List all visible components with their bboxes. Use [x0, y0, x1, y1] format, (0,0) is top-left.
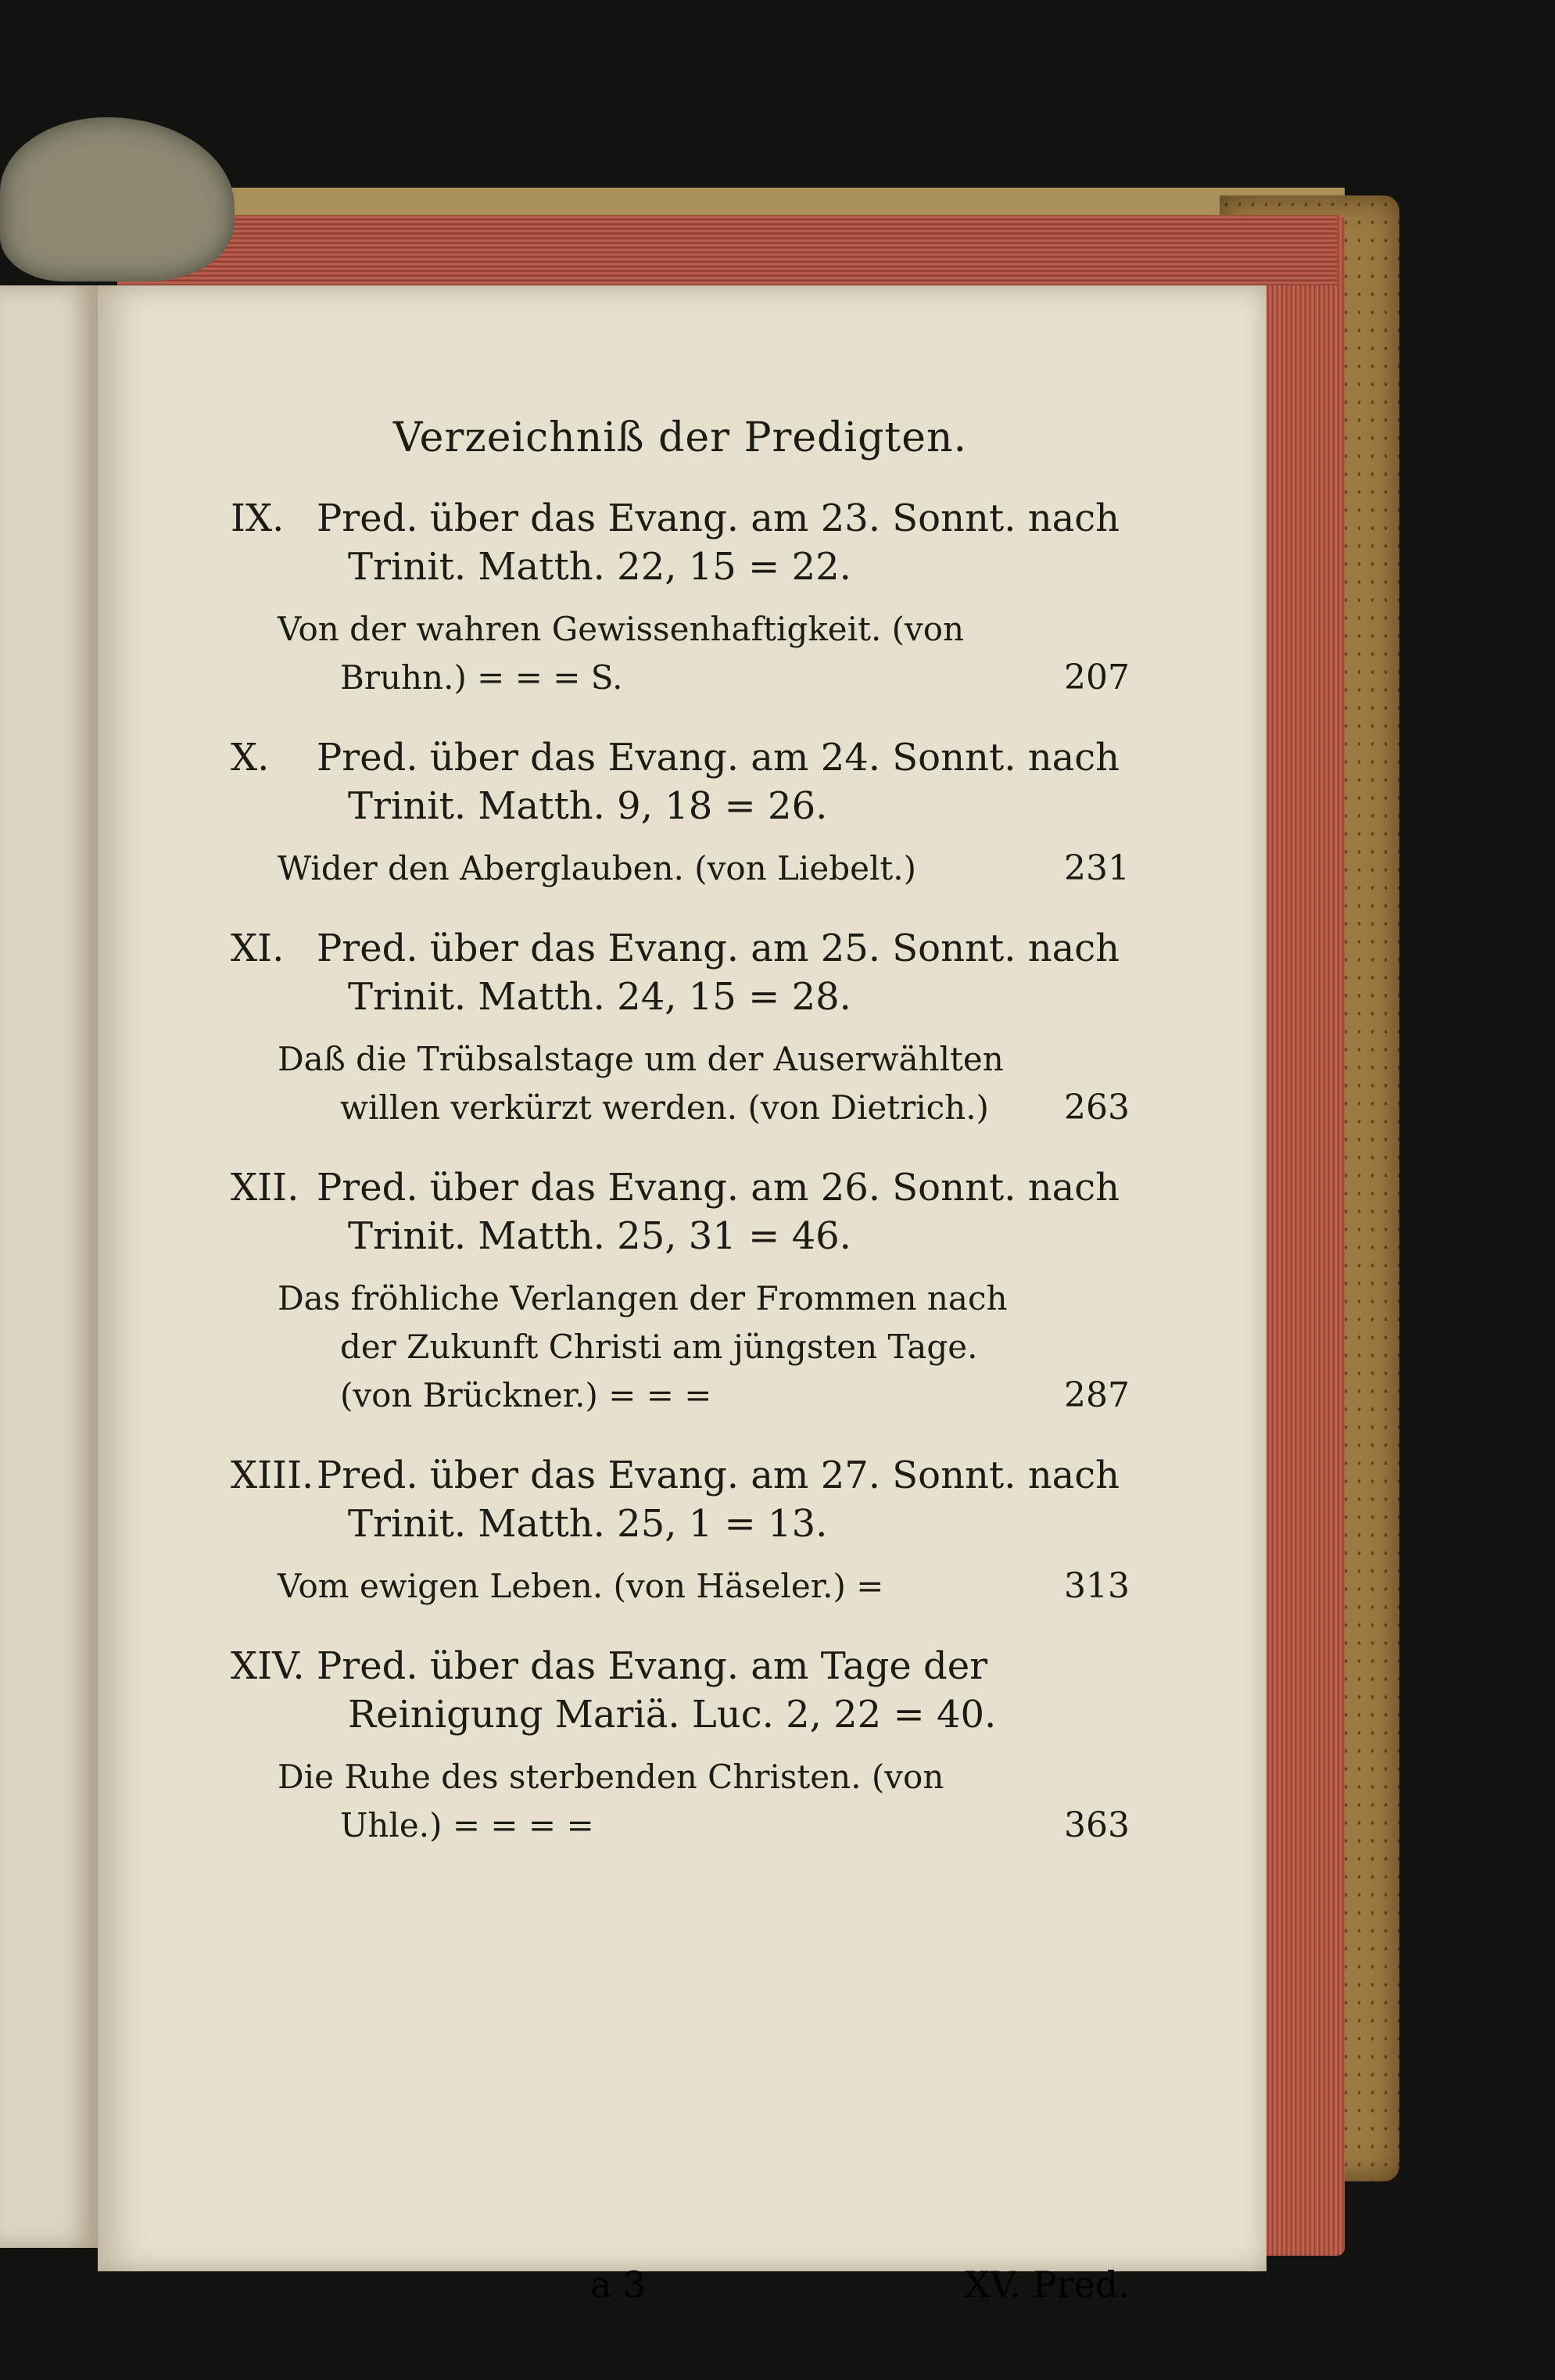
sermon-number: XII. [231, 1166, 299, 1210]
sermon-heading [231, 1642, 1130, 1739]
sermon-entry [231, 924, 1130, 1132]
sermon-title: Daß die Trübsalstage um der Auserwählten willen verkürzt werden. (von Dietrich.) [278, 1040, 1004, 1127]
sermon-title: Die Ruhe des sterbenden Christen. (von Uhle.) = = = = [278, 1758, 944, 1844]
sermon-heading [231, 494, 1130, 591]
page-number: 231 [1064, 848, 1130, 888]
sermon-title-row [231, 1035, 1130, 1132]
spine-headcap [0, 117, 235, 281]
left-page [0, 285, 98, 2248]
sermon-heading-text: Pred. über das Evang. am 25. Sonnt. nach Trinit. Matth. 24, 15 = 28. [317, 927, 1120, 1019]
sermon-heading [231, 733, 1130, 830]
page-number: 313 [1064, 1566, 1130, 1606]
sermon-title-row [231, 844, 1130, 893]
signature-mark: a 3 [590, 2264, 647, 2306]
sermon-title: Wider den Aberglauben. (von Liebelt.) [278, 849, 916, 887]
sermon-title-row [231, 1562, 1130, 1611]
page-number: 363 [1064, 1805, 1130, 1845]
sermon-title-row [231, 1753, 1130, 1850]
sermon-entry [231, 1451, 1130, 1611]
page-number: 207 [1064, 658, 1130, 697]
sermon-title: Das fröhliche Verlangen der Frommen nach der Zukunft Christi am jüngsten Tage. (von Brückner.) = = = [278, 1279, 1008, 1414]
sermon-number: XI. [231, 927, 285, 970]
sermon-number: XIII. [231, 1453, 314, 1497]
running-head: Verzeichniß der Predigten. [392, 414, 968, 461]
page-block-top-red-edge [117, 215, 1337, 285]
sermon-entry [231, 1642, 1130, 1850]
right-page [98, 285, 1267, 2306]
sermon-entry [231, 1163, 1130, 1420]
sermon-heading-text: Pred. über das Evang. am 27. Sonnt. nach Trinit. Matth. 25, 1 = 13. [317, 1453, 1120, 1546]
page-number: 263 [1064, 1088, 1130, 1127]
sermon-heading-text: Pred. über das Evang. am 23. Sonnt. nach Trinit. Matth. 22, 15 = 22. [317, 496, 1120, 589]
sermon-heading-text: Pred. über das Evang. am 26. Sonnt. nach Trinit. Matth. 25, 31 = 46. [317, 1166, 1120, 1258]
sermon-number: XIV. [231, 1644, 305, 1688]
page-footer [231, 2264, 1130, 2318]
sermon-number: X. [231, 736, 270, 780]
sermon-title-row [231, 605, 1130, 702]
sermon-entry [231, 494, 1130, 702]
page-number: 287 [1064, 1375, 1130, 1415]
sermon-entry [231, 733, 1130, 893]
sermon-heading-text: Pred. über das Evang. am 24. Sonnt. nach Trinit. Matth. 9, 18 = 26. [317, 736, 1120, 828]
sermon-title-row [231, 1274, 1130, 1420]
sermon-title: Von der wahren Gewissenhaftigkeit. (von Bruhn.) = = = S. [278, 610, 965, 697]
sermon-title: Vom ewigen Leben. (von Häseler.) = [278, 1567, 884, 1605]
page-content [231, 414, 1130, 1881]
sermon-heading [231, 924, 1130, 1021]
catchword: XV. Pred. [964, 2264, 1130, 2306]
sermon-heading [231, 1451, 1130, 1548]
sermon-number: IX. [231, 496, 285, 540]
sermon-heading [231, 1163, 1130, 1260]
sermon-heading-text: Pred. über das Evang. am Tage der Reinigung Mariä. Luc. 2, 22 = 40. [317, 1644, 997, 1737]
